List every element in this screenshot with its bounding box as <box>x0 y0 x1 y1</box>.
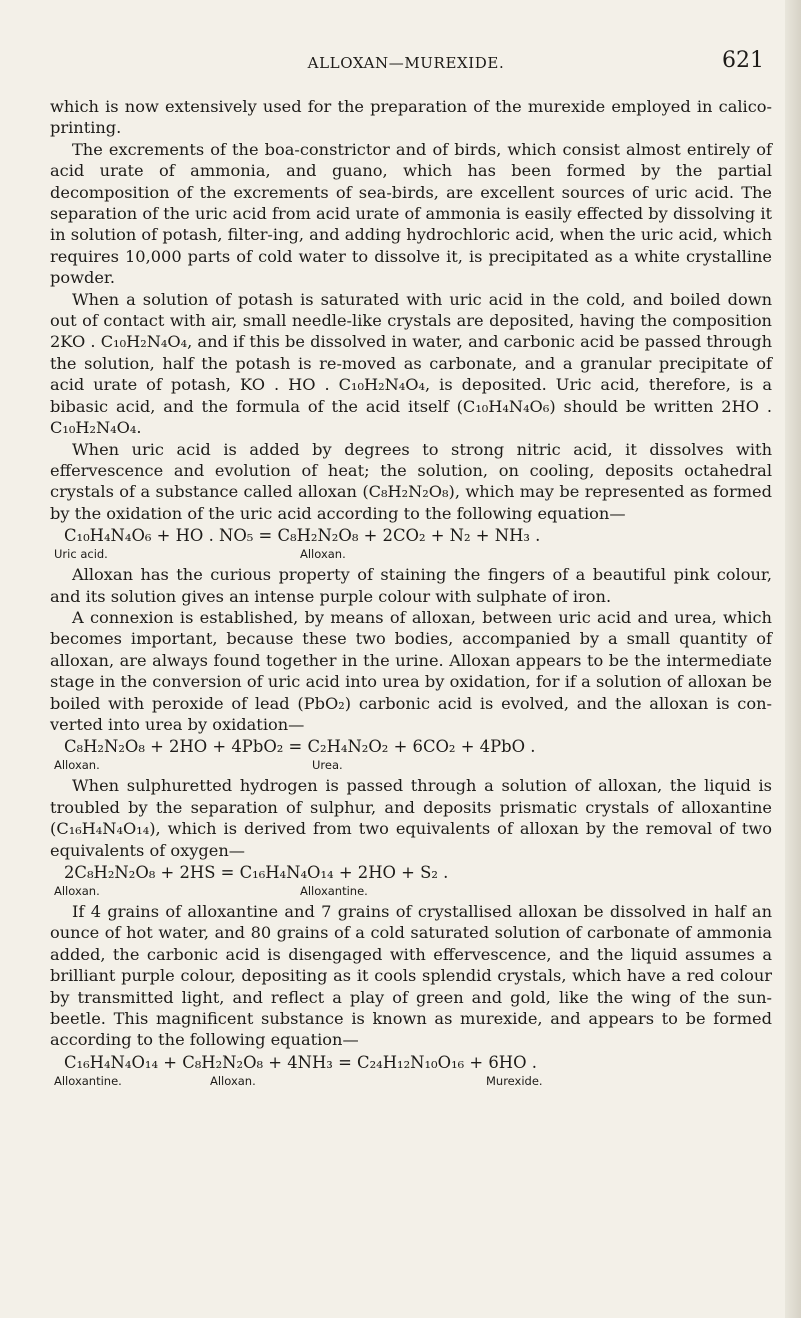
equation-captions <box>50 1074 772 1089</box>
paragraph: When sulphuretted hydrogen is passed through a solution of alloxan, the liquid is troubled by the separation of sulphur, and deposits prismatic crystals of alloxantine (C₁₆H₄N₄O₁₄), which is derived from two equivalents of alloxan by the removal of two equivalents of oxygen— <box>50 776 772 860</box>
equation-caption: Alloxan. <box>54 884 100 898</box>
equation-caption: Alloxan. <box>210 1073 256 1088</box>
running-head: ALLOXAN—MUREXIDE. <box>307 54 505 72</box>
page-header <box>38 48 774 78</box>
paragraph: A connexion is established, by means of alloxan, between uric acid and urea, which becomes important, because these two bodies, accompanied by a small quantity of alloxan, are always found together in the urine. Alloxan appears to be the intermediate stage in the conversion of uric acid into urea by oxidation, for if a solution of alloxan be boiled with peroxide of lead (PbO₂) carbonic acid is evolved, and the alloxan is con-verted into urea by oxidation— <box>50 607 772 734</box>
equation-caption: Alloxan. <box>54 758 100 773</box>
chemical-equation: C₈H₂N₂O₈ + 2HO + 4PbO₂ = C₂H₄N₂O₂ + 6CO₂ + 4PbO . <box>64 737 536 757</box>
page-body <box>50 96 772 1091</box>
equation-caption: Alloxan. <box>300 547 346 562</box>
equation-captions <box>50 547 772 562</box>
equation-caption: Alloxantine. <box>54 1073 122 1088</box>
equation-captions <box>50 758 772 773</box>
chemical-equation: C₁₆H₄N₄O₁₄ + C₈H₂N₂O₈ + 4NH₃ = C₂₄H₁₂N₁₀O₁₆ + 6HO . <box>64 1052 537 1072</box>
paragraph: Alloxan has the curious property of staining the fingers of a beautiful pink colour, and its solution gives an intense purple colour with sulphate of iron. <box>50 565 772 606</box>
equation-caption: Uric acid. <box>54 547 108 562</box>
paragraph: which is now extensively used for the preparation of the murexide employed in calico-printing. <box>50 97 772 138</box>
paragraph: When a solution of potash is saturated with uric acid in the cold, and boiled down out of contact with air, small needle-like crystals are deposited, having the composition 2KO . C₁₀H₂N₄O₄, and if this be dissolved in water, and carbonic acid be passed through the solution, half the potash is re-moved as carbonate, and a granular precipitate of acid urate of potash, KO . HO . C₁₀H₂N₄O₄, is deposited. Uric acid, therefore, is a bibasic acid, and the formula of the acid itself (C₁₀H₄N₄O₆) should be written 2HO . C₁₀H₂N₄O₄. <box>50 289 772 438</box>
page-edge <box>785 0 801 1318</box>
chemical-equation: C₁₀H₄N₄O₆ + HO . NO₅ = C₈H₂N₂O₈ + 2CO₂ + N₂ + NH₃ . <box>64 526 541 546</box>
page-number: 621 <box>722 48 764 73</box>
paragraph: If 4 grains of alloxantine and 7 grains of crystallised alloxan be dissolved in half an ounce of hot water, and 80 grains of a cold saturated solution of carbonate of ammonia added, the carbonic acid is disengaged with effervescence, and the liquid assumes a brilliant purple colour, depositing as it cools splendid crystals, which have a red colour by transmitted light, and reflect a play of green and gold, like the wing of the sun-beetle. This magnificent substance is known as murexide, and appears to be formed according to the following equation— <box>50 902 772 1050</box>
equation-caption: Urea. <box>312 758 343 773</box>
chemical-equation: 2C₈H₂N₂O₈ + 2HS = C₁₆H₄N₄O₁₄ + 2HO + S₂ . <box>64 863 449 882</box>
equation-captions <box>50 884 772 899</box>
equation-caption: Alloxantine. <box>300 884 368 898</box>
equation-caption: Murexide. <box>486 1073 543 1088</box>
paragraph: When uric acid is added by degrees to strong nitric acid, it dissolves with effervescence and evolution of heat; the solution, on cooling, deposits octahedral crystals of a substance called alloxan (C₈H₂N₂O₈), which may be represented as formed by the oxidation of the uric acid according to the following equation— <box>50 439 772 523</box>
paragraph: The excrements of the boa-constrictor and of birds, which consist almost entirely of acid urate of ammonia, and guano, which has been formed by the partial decomposition of the excrements of sea-birds, are excellent sources of uric acid. The separation of the uric acid from acid urate of ammonia is easily effected by dissolving it in solution of potash, filter-ing, and adding hydrochloric acid, when the uric acid, which requires 10,000 parts of cold water to dissolve it, is precipitated as a white crystalline powder. <box>50 139 772 288</box>
